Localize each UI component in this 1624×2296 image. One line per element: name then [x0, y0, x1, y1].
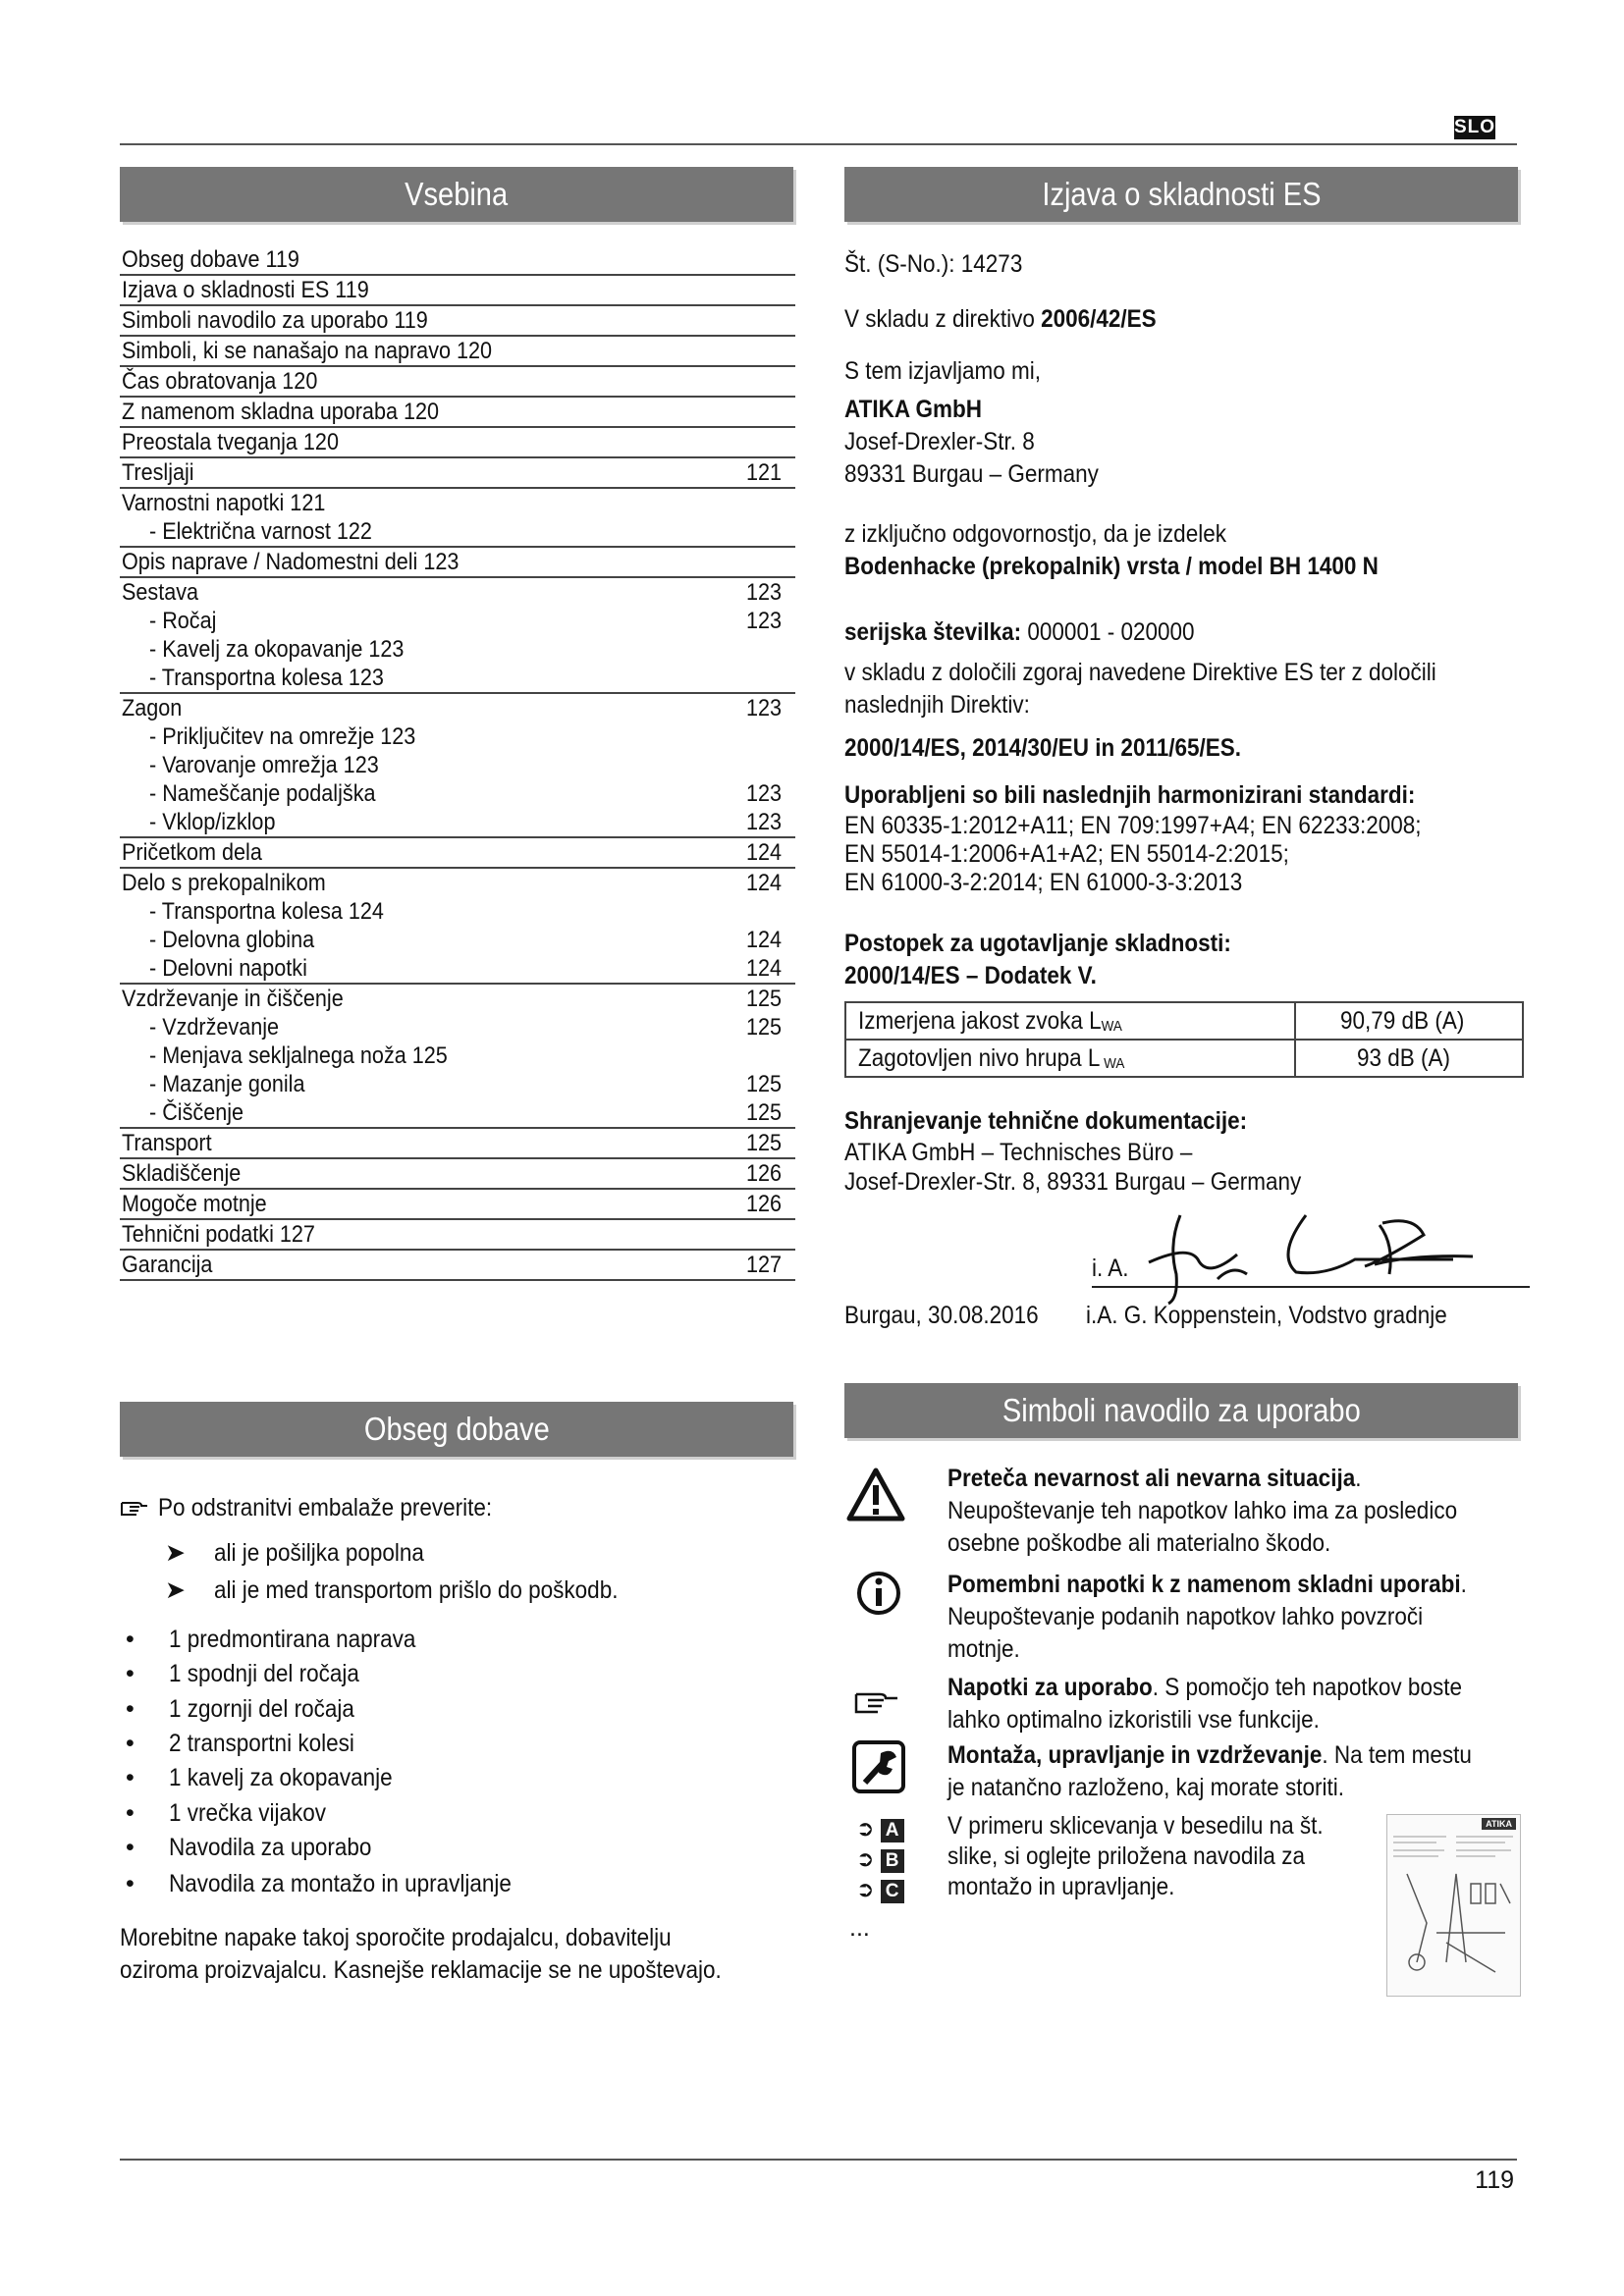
hand-pointer-icon [120, 1493, 151, 1525]
toc-entry [120, 985, 795, 1129]
toc-page: 126 [745, 1160, 782, 1187]
scope-list-item: • 1 zgornji del ročaja [126, 1695, 354, 1723]
toc-entry [120, 428, 795, 458]
toc-entry [120, 869, 795, 985]
scope-list-item: • 2 transportni kolesi [126, 1730, 354, 1757]
scope-header [120, 1402, 793, 1457]
page-number: 119 [1475, 2166, 1514, 2194]
toc-text: - Nameščanje podaljška [149, 780, 376, 807]
product-statement: z izključno odgovornostjo, da je izdelek Bodenhacke (prekopalnik) vrsta / model BH 1400 N [844, 520, 1379, 580]
toc-entry [120, 276, 795, 306]
toc-line [120, 458, 795, 487]
scope-list-item: • 1 vrečka vijakov [126, 1799, 327, 1827]
table-row: Zagotovljen nivo hrupa L $_{WA}$ 93 dB (A) [845, 1040, 1523, 1077]
arrow-right-icon: ➲ [856, 1877, 875, 1901]
toc-line [120, 367, 795, 396]
toc-entry [120, 245, 795, 276]
toc-text: Tresljaji [122, 459, 194, 486]
toc-text: - Vzdrževanje [149, 1014, 280, 1041]
toc-text: Sestava [122, 579, 199, 606]
toc-page: 123 [745, 608, 782, 634]
toc-text: Preostala tveganja 120 [122, 429, 339, 455]
signer-name: i.A. G. Koppenstein, Vodstvo gradnje [1086, 1302, 1447, 1329]
directive-line: V skladu z direktivo 2006/42/ES [844, 305, 1157, 333]
toc-subentry [120, 664, 795, 692]
letter-b-icon: B [881, 1849, 904, 1873]
toc-text: - Transportna kolesa 124 [149, 898, 384, 925]
scope-list-item: • 1 spodnji del ročaja [126, 1660, 359, 1687]
toc-text: - Čiščenje [149, 1099, 244, 1126]
toc-entry [120, 578, 795, 694]
scope-list-item: • 1 kavelj za okopavanje [126, 1764, 393, 1791]
arrow-right-icon: ➲ [856, 1816, 875, 1841]
scope-list-item: • 1 predmontirana naprava [126, 1626, 416, 1653]
toc-title: Vsebina [405, 176, 509, 212]
toc-subentry [120, 897, 795, 926]
toc-page: 124 [745, 870, 782, 896]
manual-thumbnail [1386, 1814, 1521, 1997]
letter-c-icon: C [881, 1880, 904, 1903]
thumbnail-brand: ATIKA [1482, 1818, 1516, 1830]
toc-text: - Delovna globina [149, 927, 315, 953]
symbol-reference-text: V primeru sklicevanja v besedilu na št. slike, si oglejte priložena navodila za montažo in upravljanje. [947, 1812, 1324, 1900]
arrow-right-icon: ➲ [856, 1846, 875, 1871]
toc-line [120, 276, 795, 304]
toc-subentry [120, 517, 795, 546]
signature-image [1129, 1205, 1502, 1313]
symbols-title: Simboli navodilo za uporabo [1001, 1392, 1361, 1428]
toc-text: Garancija [122, 1252, 213, 1278]
letter-a-icon: A [881, 1819, 904, 1842]
toc-subentry [120, 607, 795, 635]
toc-page: 123 [745, 809, 782, 835]
toc-subentry [120, 1070, 795, 1098]
place-date: Burgau, 30.08.2016 [844, 1302, 1039, 1329]
toc-entry [120, 1251, 795, 1281]
toc-text: Čas obratovanja 120 [122, 368, 318, 395]
toc-text: Vzdrževanje in čiščenje [122, 986, 344, 1012]
toc-subentry [120, 722, 795, 751]
toc-entry [120, 489, 795, 548]
toc-text: Varnostni napotki 121 [122, 490, 326, 516]
bottom-rule [120, 2159, 1517, 2161]
serial-number: serijska številka: 000001 - 020000 [844, 618, 1195, 646]
info-icon [856, 1571, 901, 1616]
toc-text: - Transportna kolesa 123 [149, 665, 384, 691]
toc-page: 124 [745, 955, 782, 982]
toc-header [120, 167, 793, 222]
toc-text: Zagon [122, 695, 183, 721]
toc-entry [120, 337, 795, 367]
sound-level-table [844, 1001, 1524, 1078]
toc-text: Delo s prekopalnikom [122, 870, 326, 896]
toc-subentry [120, 779, 795, 808]
toc-entry [120, 1220, 795, 1251]
check-item: ➤ ali je med transportom prišlo do poškodb. [165, 1576, 619, 1604]
toc-line [120, 306, 795, 335]
toc-entry [120, 306, 795, 337]
toc-page: 124 [745, 839, 782, 866]
toc-line [120, 694, 795, 722]
toc-text: Simboli, ki se nanašajo na napravo 120 [122, 338, 493, 364]
toc-text: Simboli navodilo za uporabo 119 [122, 307, 428, 334]
toc-text: Z namenom skladna uporaba 120 [122, 399, 440, 425]
sno: Št. (S-No.): 14273 [844, 250, 1023, 278]
company-address: ATIKA GmbH Josef-Drexler-Str. 8 89331 Burgau – Germany [844, 396, 1099, 488]
toc-entry [120, 548, 795, 578]
toc-line [120, 838, 795, 867]
symbol-hint-text: Napotki za uporabo. S pomočjo teh napotkov boste lahko optimalno izkoristili vse funkcije. [947, 1674, 1462, 1734]
scope-title: Obseg dobave [363, 1411, 550, 1447]
declaration-header [844, 167, 1518, 222]
toc-entry [120, 1190, 795, 1220]
standards: Uporabljeni so bili naslednjih harmonizirani standardi: EN 60335-1:2012+A11; EN 709:1997+A4; EN 62233:2008; EN 55014-1:2006+A1+A2; EN 55014-2:2015; EN 61000-3-2:2014; EN 61000-3-3:2013 [844, 781, 1422, 896]
toc-text: - Mazanje gonila [149, 1071, 305, 1097]
toc-text: Obseg dobave 119 [122, 246, 299, 273]
procedure: Postopek za ugotavljanje skladnosti: 2000/14/ES – Dodatek V. [844, 930, 1231, 989]
toc-line [120, 245, 795, 274]
toc-text: Tehnični podatki 127 [122, 1221, 315, 1248]
toc-text: - Priključitev na omrežje 123 [149, 723, 416, 750]
toc-text: - Električna varnost 122 [149, 518, 372, 545]
toc-text: - Ročaj [149, 608, 217, 634]
symbol-assembly-text: Montaža, upravljanje in vzdrževanje. Na tem mestu je natančno razloženo, kaj morate storiti. [947, 1741, 1472, 1801]
toc-page: 121 [745, 459, 782, 486]
toc-subentry [120, 751, 795, 779]
wrench-icon [851, 1739, 906, 1794]
toc-line [120, 428, 795, 456]
toc-entry [120, 838, 795, 869]
toc-line [120, 578, 795, 607]
toc-line [120, 337, 795, 365]
toc-page: 123 [745, 695, 782, 721]
toc-line [120, 1251, 795, 1279]
according-text: v skladu z določili zgoraj navedene Direktive ES ter z določili naslednjih Direktiv: [844, 659, 1436, 719]
check-item: ➤ ali je pošiljka popolna [165, 1539, 424, 1567]
symbols-header [844, 1383, 1518, 1438]
toc-page: 127 [745, 1252, 782, 1278]
declaration-title: Izjava o skladnosti ES [1041, 176, 1322, 212]
toc-page: 125 [745, 986, 782, 1012]
directives-list: 2000/14/ES, 2014/30/EU in 2011/65/ES. [844, 734, 1242, 762]
hand-pointer-icon [854, 1686, 899, 1716]
top-rule [120, 143, 1517, 145]
toc-page: 126 [745, 1191, 782, 1217]
toc-line [120, 398, 795, 426]
toc-text: - Kavelj za okopavanje 123 [149, 636, 405, 663]
toc-text: Izjava o skladnosti ES 119 [122, 277, 369, 303]
toc-subentry [120, 1098, 795, 1127]
toc-line [120, 1220, 795, 1249]
toc-subentry [120, 926, 795, 954]
toc-entry [120, 1129, 795, 1159]
figure-letter-refs [856, 1816, 904, 1907]
toc-entry [120, 398, 795, 428]
toc-text: Skladiščenje [122, 1160, 242, 1187]
scope-list-item: • Navodila za montažo in upravljanje [126, 1870, 512, 1897]
toc-text: Opis naprave / Nadomestni deli 123 [122, 549, 460, 575]
we-declare: S tem izjavljamo mi, [844, 357, 1042, 385]
symbol-danger-text: Preteča nevarnost ali nevarna situacija. Neupoštevanje teh napotkov lahko ima za posledico osebne poškodbe ali materialno škodo. [947, 1465, 1458, 1557]
toc-line [120, 1190, 795, 1218]
toc-subentry [120, 808, 795, 836]
toc-subentry [120, 1041, 795, 1070]
toc-text: - Menjava sekljalnega noža 125 [149, 1042, 448, 1069]
toc-page: 125 [745, 1099, 782, 1126]
signature-ia: i. A. [1092, 1255, 1129, 1282]
documentation-storage: Shranjevanje tehnične dokumentacije: ATIKA GmbH – Technisches Büro – Josef-Drexler-Str. 8, 89331 Burgau – Germany [844, 1107, 1302, 1196]
toc-page: 123 [745, 780, 782, 807]
toc-text: - Vklop/izklop [149, 809, 276, 835]
toc-entry [120, 367, 795, 398]
toc-page: 125 [745, 1130, 782, 1156]
toc-line [120, 1129, 795, 1157]
toc-line [120, 985, 795, 1013]
toc-line [120, 869, 795, 897]
toc-text: - Delovni napotki [149, 955, 307, 982]
symbol-info-text: Pomembni napotki k z namenom skladni uporabi. Neupoštevanje podanih napotkov lahko povzroči motnje. [947, 1571, 1467, 1663]
toc-text: Pričetkom dela [122, 839, 262, 866]
toc-page: 125 [745, 1014, 782, 1041]
toc-entry [120, 1159, 795, 1190]
ellipsis: ... [849, 1914, 870, 1942]
toc-line [120, 489, 795, 517]
toc-entry [120, 694, 795, 838]
toc-page: 125 [745, 1071, 782, 1097]
scope-footer: Morebitne napake takoj sporočite prodajalcu, dobavitelju oziroma proizvajalcu. Kasnejše reklamacije se ne upoštevajo. [120, 1924, 722, 1984]
toc-line [120, 1159, 795, 1188]
toc-text: - Varovanje omrežja 123 [149, 752, 379, 778]
language-badge: SLO [1453, 117, 1496, 137]
scope-intro: Po odstranitvi embalaže preverite: [120, 1492, 529, 1525]
toc-subentry [120, 954, 795, 983]
toc-text: Transport [122, 1130, 212, 1156]
toc-page: 124 [745, 927, 782, 953]
toc-subentry [120, 1013, 795, 1041]
table-of-contents [120, 245, 795, 1281]
warning-triangle-icon [846, 1468, 905, 1522]
thumbnail-drawing [1387, 1815, 1520, 1996]
toc-page: 123 [745, 579, 782, 606]
toc-entry [120, 458, 795, 489]
table-row: Izmerjena jakost zvoka $L_{WA}$ 90,79 dB (A) [845, 1002, 1523, 1040]
toc-subentry [120, 635, 795, 664]
toc-line [120, 548, 795, 576]
scope-list-item: • Navodila za uporabo [126, 1834, 372, 1861]
toc-text: Mogoče motnje [122, 1191, 267, 1217]
